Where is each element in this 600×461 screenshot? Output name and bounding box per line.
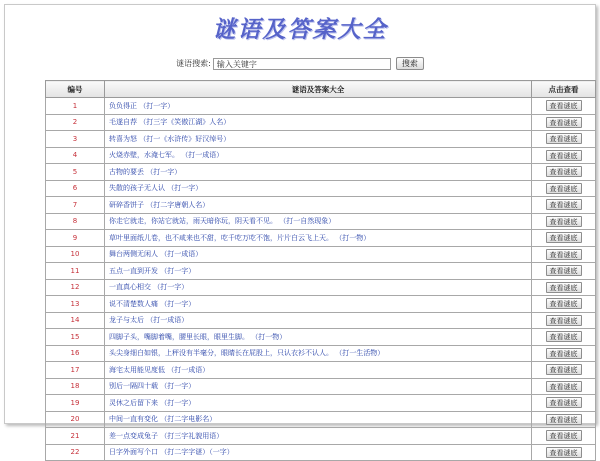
view-answer-button[interactable]: 查看谜底	[546, 298, 582, 309]
riddle-link[interactable]: 五点一直到开发 （打一字）	[105, 263, 532, 280]
action-cell	[532, 411, 596, 428]
page-frame	[4, 4, 596, 457]
table-row	[46, 263, 596, 280]
row-number: 9	[46, 230, 105, 247]
row-number: 5	[46, 164, 105, 181]
view-answer-button[interactable]: 查看谜底	[546, 166, 582, 177]
view-answer-button[interactable]: 查看谜底	[546, 232, 582, 243]
view-answer-button[interactable]: 查看谜底	[546, 117, 582, 128]
riddle-link[interactable]: 舞台两侧无闲人 （打一成语）	[105, 246, 532, 263]
row-number: 16	[46, 345, 105, 362]
action-cell	[532, 395, 596, 412]
action-cell	[532, 329, 596, 346]
view-answer-button[interactable]: 查看谜底	[546, 183, 582, 194]
riddle-link[interactable]: 头尖身细白如银，上秤没有半毫分，眼睛长在屁股上，只认衣衫不认人。 （打一生活物）	[105, 345, 532, 362]
view-answer-button[interactable]: 查看谜底	[546, 249, 582, 260]
action-cell	[532, 362, 596, 379]
action-cell	[532, 98, 596, 115]
table-row	[46, 131, 596, 148]
table-row	[46, 395, 596, 412]
page-title: 谜语及答案大全	[212, 17, 388, 43]
riddle-link[interactable]: 转喜为怒 （打一《水浒传》好汉绰号）	[105, 131, 532, 148]
riddle-link[interactable]: 研碎香饼子 （打二字唐朝人名）	[105, 197, 532, 214]
action-cell	[532, 180, 596, 197]
action-cell	[532, 279, 596, 296]
header-action: 点击查看	[532, 81, 596, 98]
view-answer-button[interactable]: 查看谜底	[546, 100, 582, 111]
table-row	[46, 230, 596, 247]
riddle-table	[45, 80, 596, 461]
view-answer-button[interactable]: 查看谜底	[546, 282, 582, 293]
action-cell	[532, 378, 596, 395]
table-row	[46, 213, 596, 230]
action-cell	[532, 147, 596, 164]
view-answer-button[interactable]: 查看谜底	[546, 348, 582, 359]
view-answer-button[interactable]: 查看谜底	[546, 364, 582, 375]
view-answer-button[interactable]: 查看谜底	[546, 381, 582, 392]
action-cell	[532, 131, 596, 148]
riddle-link[interactable]: 草叶里面纸儿卷，也不咸来也不甜，吃千吃万吃不饱，片片白云飞上天。 （打一物）	[105, 230, 532, 247]
table-row	[46, 180, 596, 197]
riddle-link[interactable]: 日字外面写个口 （打二字字谜）（一字）	[105, 444, 532, 461]
riddle-link[interactable]: 火烧赤壁，水淹七军。 （打一成语）	[105, 147, 532, 164]
search-bar	[5, 57, 595, 70]
riddle-link[interactable]: 海宅太用能见度低 （打一成语）	[105, 362, 532, 379]
row-number: 6	[46, 180, 105, 197]
action-cell	[532, 263, 596, 280]
row-number: 15	[46, 329, 105, 346]
riddle-link[interactable]: 龙子与太后 （打一成语）	[105, 312, 532, 329]
row-number: 11	[46, 263, 105, 280]
riddle-link[interactable]: 中间一直有变化 （打二字电影名）	[105, 411, 532, 428]
view-answer-button[interactable]: 查看谜底	[546, 397, 582, 408]
action-cell	[532, 428, 596, 445]
row-number: 3	[46, 131, 105, 148]
riddle-link[interactable]: 毛遂自荐 （打三字《笑傲江湖》人名）	[105, 114, 532, 131]
action-cell	[532, 296, 596, 313]
table-row	[46, 164, 596, 181]
action-cell	[532, 444, 596, 461]
riddle-link[interactable]: 一直真心相交 （打一字）	[105, 279, 532, 296]
view-answer-button[interactable]: 查看谜底	[546, 150, 582, 161]
table-row	[46, 428, 596, 445]
table-row	[46, 246, 596, 263]
table-row	[46, 444, 596, 461]
row-number: 1	[46, 98, 105, 115]
action-cell	[532, 213, 596, 230]
table-row	[46, 147, 596, 164]
table-row	[46, 411, 596, 428]
view-answer-button[interactable]: 查看谜底	[546, 315, 582, 326]
row-number: 13	[46, 296, 105, 313]
view-answer-button[interactable]: 查看谜底	[546, 265, 582, 276]
search-input[interactable]: 输入关键字	[213, 58, 391, 70]
row-number: 17	[46, 362, 105, 379]
action-cell	[532, 114, 596, 131]
riddle-link[interactable]: 别后一隔四十载 （打一字）	[105, 378, 532, 395]
view-answer-button[interactable]: 查看谜底	[546, 430, 582, 441]
row-number: 2	[46, 114, 105, 131]
row-number: 8	[46, 213, 105, 230]
table-row	[46, 197, 596, 214]
view-answer-button[interactable]: 查看谜底	[546, 331, 582, 342]
view-answer-button[interactable]: 查看谜底	[546, 216, 582, 227]
view-answer-button[interactable]: 查看谜底	[546, 414, 582, 425]
header-riddle: 谜语及答案大全	[105, 81, 532, 98]
riddle-link[interactable]: 负负得正 （打一字）	[105, 98, 532, 115]
row-number: 14	[46, 312, 105, 329]
row-number: 7	[46, 197, 105, 214]
search-button[interactable]: 搜索	[396, 57, 424, 70]
action-cell	[532, 230, 596, 247]
table-row	[46, 345, 596, 362]
table-row	[46, 312, 596, 329]
riddle-link[interactable]: 灵休之后留下来 （打一字）	[105, 395, 532, 412]
row-number: 22	[46, 444, 105, 461]
table-row	[46, 114, 596, 131]
riddle-link[interactable]: 说不清楚数人痛 （打一字）	[105, 296, 532, 313]
riddle-link[interactable]: 四脚子头，嘴脚着嘴，腰里长眼，眼里生脚。 （打一物）	[105, 329, 532, 346]
view-answer-button[interactable]: 查看谜底	[546, 133, 582, 144]
action-cell	[532, 164, 596, 181]
riddle-link[interactable]: 你走它就走，你站它就站，雨天暗你玩，阴天看不见。 （打一自然现象）	[105, 213, 532, 230]
riddle-link[interactable]: 失散的孩子无人认 （打一字）	[105, 180, 532, 197]
action-cell	[532, 312, 596, 329]
row-number: 19	[46, 395, 105, 412]
search-label: 谜语搜索:	[176, 59, 211, 68]
view-answer-button[interactable]: 查看谜底	[546, 447, 582, 458]
row-number: 21	[46, 428, 105, 445]
header-number: 编号	[46, 81, 105, 98]
row-number: 12	[46, 279, 105, 296]
row-number: 4	[46, 147, 105, 164]
riddle-link[interactable]: 古物的要丢 （打一字）	[105, 164, 532, 181]
table-row	[46, 296, 596, 313]
table-row	[46, 378, 596, 395]
row-number: 10	[46, 246, 105, 263]
action-cell	[532, 345, 596, 362]
table-row	[46, 98, 596, 115]
table-body	[46, 98, 596, 461]
row-number: 20	[46, 411, 105, 428]
table-row	[46, 362, 596, 379]
action-cell	[532, 197, 596, 214]
table-row	[46, 279, 596, 296]
table-row	[46, 329, 596, 346]
riddle-link[interactable]: 差一点变成兔子 （打三字礼貌用语）	[105, 428, 532, 445]
view-answer-button[interactable]: 查看谜底	[546, 199, 582, 210]
action-cell	[532, 246, 596, 263]
table-header-row	[46, 81, 596, 98]
row-number: 18	[46, 378, 105, 395]
